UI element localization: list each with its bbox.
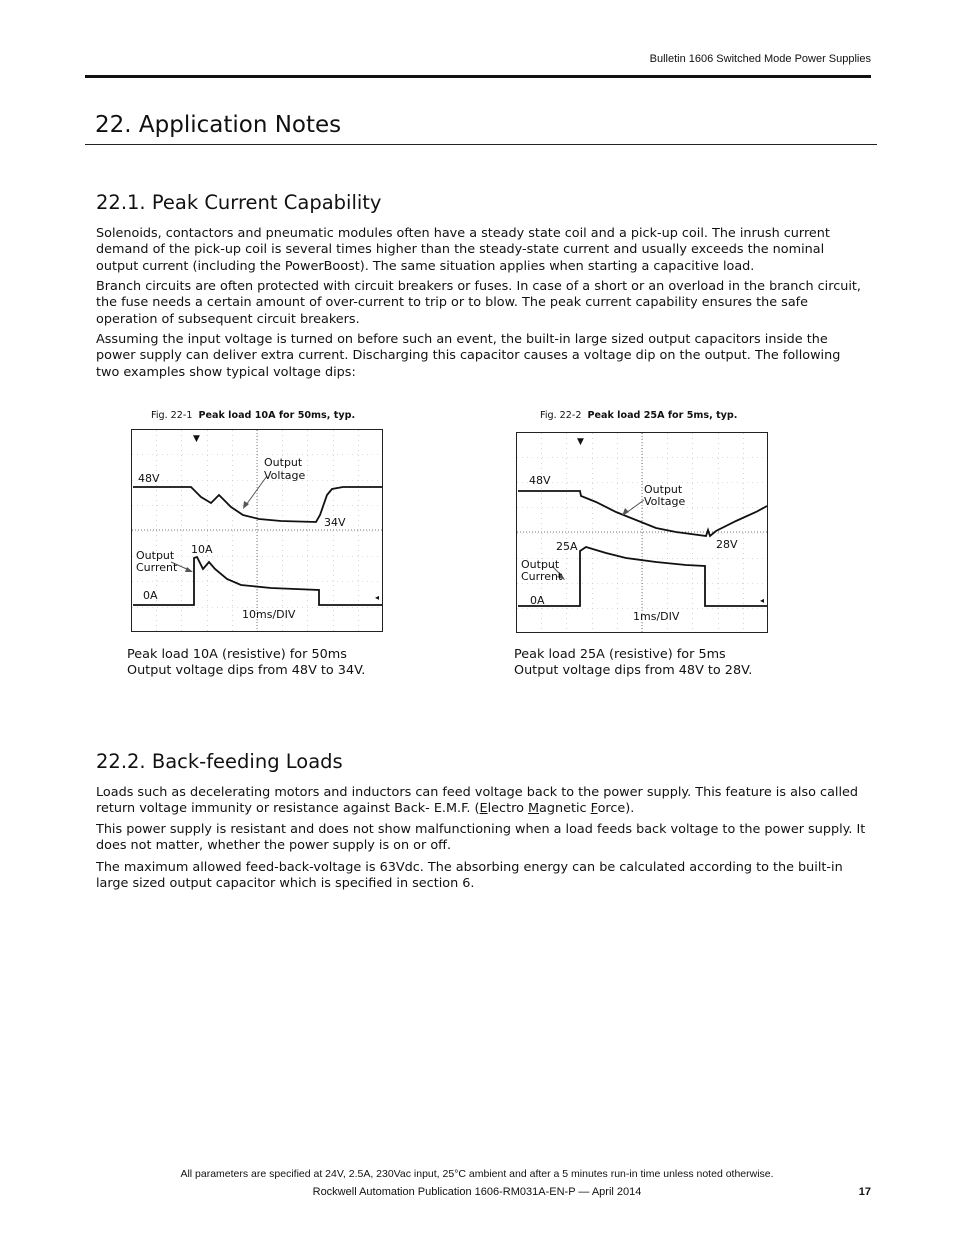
figure-1-title: Peak load 10A for 50ms, typ. [198,410,356,421]
back-feeding-p1-e: E [479,801,488,817]
figure-2-title: Peak load 25A for 5ms, typ. [587,410,738,421]
footer-note: All parameters are specified at 24V, 2.5A, 230Vac input, 25°C ambient and after a 5 minutes run-in time unless noted otherwise. [180,1168,774,1180]
back-feeding-p1-m: M [527,801,540,817]
fig2-i-peak: 25A [556,540,578,553]
back-feeding-paragraph-1 [96,785,866,818]
figure-2-description [514,647,752,680]
trigger-marker-2: ▼ [577,437,584,447]
fig1-timebase: 10ms/DIV [242,608,296,621]
section-title-rule [85,144,877,145]
trigger-marker-1: ▼ [193,434,200,444]
peak-current-paragraph-2: Branch circuits are often protected with circuit breakers or fuses. In case of a short or an overload in the branch circuit, the fuse needs a certain amount of over-current to trip or to blow. The peak current capability ensures the safe operation of subsequent circuit breakers. [96,279,861,327]
peak-current-heading: 22.1. Peak Current Capability [96,191,382,214]
fig1-v-end: 34V [324,516,346,529]
fig1-voltage-label-line2: Voltage [264,469,306,482]
scope-plot-1 [131,429,384,633]
back-feeding-p1-part-c: agnetic [539,801,591,817]
figure-2-id: Fig. 22-2 [540,410,582,421]
fig2-v-start: 48V [529,474,551,487]
level-marker-2: ◂ [760,596,765,605]
fig2-timebase: 1ms/DIV [633,610,680,623]
figure-1-caption [151,410,355,421]
back-feeding-p1-part-b: lectro [487,801,528,817]
level-marker-1: ◂ [375,593,380,602]
figure-1-description-line1: Peak load 10A (resistive) for 50ms [127,647,347,662]
header-rule [85,75,871,78]
fig2-v-end: 28V [716,538,738,551]
fig1-i-zero: 0A [143,589,158,602]
figure-2-caption [540,410,737,421]
back-feeding-p1-part-d: orce). [597,801,635,817]
fig2-current-label-line1: Output [521,558,560,571]
scope-plot-2 [516,432,769,634]
back-feeding-p1-part-a: Loads such as decelerating motors and inductors can feed voltage back to the power supply. This feature is also called return voltage immunity or resistance against Back- E.M.F. ( [96,785,859,817]
section-title: 22. Application Notes [95,112,342,138]
fig2-voltage-label-line1: Output [644,483,683,496]
figure-2-description-line1: Peak load 25A (resistive) for 5ms [514,647,726,662]
fig1-voltage-label-line1: Output [264,456,303,469]
fig1-i-peak: 10A [191,543,213,556]
fig1-current-label-line1: Output [136,549,175,562]
figure-1-id: Fig. 22-1 [151,410,193,421]
fig1-current-label-line2: Current [136,561,178,574]
back-feeding-paragraph-2: This power supply is resistant and does not show malfunctioning when a load feeds back voltage to the power supply. It does not matter, whether the power supply is on or off. [96,822,866,854]
page-number: 17 [858,1186,871,1198]
fig2-i-zero: 0A [530,594,545,607]
fig2-current-label-line2: Current [521,570,563,583]
fig2-voltage-label-line2: Voltage [644,495,686,508]
peak-current-paragraph-3: Assuming the input voltage is turned on before such an event, the built-in large sized output capacitors inside the power supply can deliver extra current. Discharging this capacitor causes a voltage dip on the output. The following two examples show typical voltage dips: [96,332,841,380]
back-feeding-paragraph-3: The maximum allowed feed-back-voltage is 63Vdc. The absorbing energy can be calculated according to the built-in large sized output capacitor which is specified in section 6. [96,860,843,892]
fig1-v-start: 48V [138,472,160,485]
bulletin-header: Bulletin 1606 Switched Mode Power Supplies [649,53,871,65]
figure-2-description-line2: Output voltage dips from 48V to 28V. [514,663,753,679]
figure-1-description-line2: Output voltage dips from 48V to 34V. [127,663,366,679]
back-feeding-heading: 22.2. Back-feeding Loads [96,750,343,773]
figure-1-description [127,647,365,680]
footer-publication: Rockwell Automation Publication 1606-RM031A-EN-P — April 2014 [312,1186,642,1198]
back-feeding-p1-f: F [590,801,598,817]
peak-current-paragraph-1: Solenoids, contactors and pneumatic modules often have a steady state coil and a pick-up coil. The inrush current demand of the pick-up coil is several times higher than the steady-state current and usually exceeds the nominal output current (including the PowerBoost). The same situation applies when starting a capacitive load. [96,226,830,274]
